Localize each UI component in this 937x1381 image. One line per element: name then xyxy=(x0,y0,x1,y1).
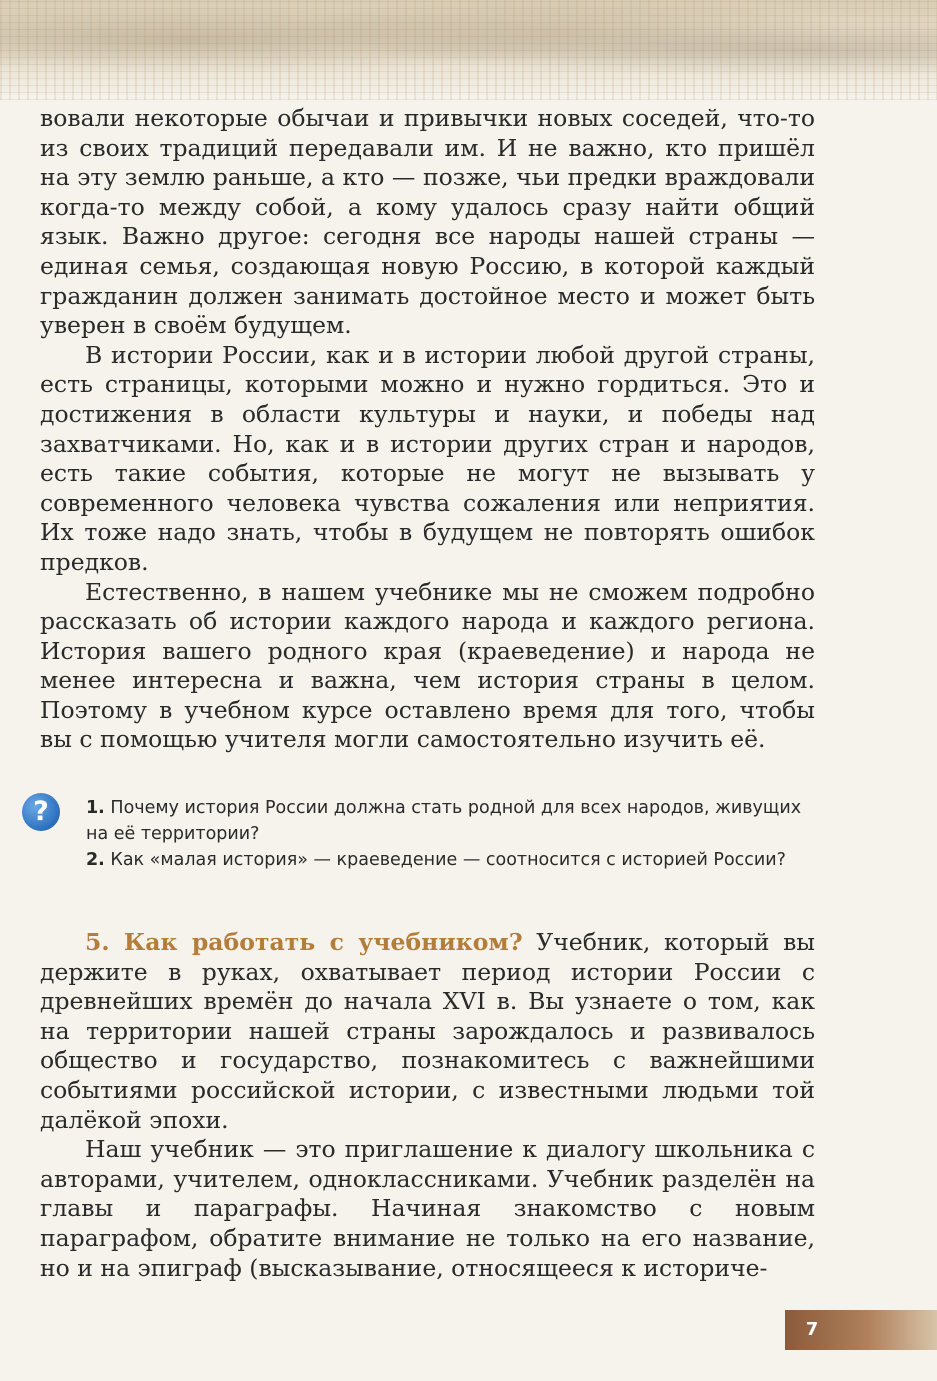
section-paragraph-2: Наш учебник — это приглашение к диалогу школьника с авторами, учителем, одноклассниками. Учебник разделён на главы и параграфы. Начиная знакомство с новым параграфом, обратите внимание не только на его название, но и на эпиграф (высказывание, относящееся к историче- xyxy=(40,1135,815,1282)
question-icon: ? xyxy=(22,793,60,831)
question-item xyxy=(86,847,826,873)
paragraph-3: Естественно, в нашем учебнике мы не сможем подробно рассказать об истории каждого народа и каждого региона. История вашего родного края (краеведение) и народа не менее интересна и важна, чем история страны в целом. Поэтому в учебном курсе оставлено время для того, чтобы вы с помощью учителя могли самостоятельно изучить её. xyxy=(40,577,815,754)
main-text-bottom xyxy=(40,928,815,1283)
question-text: Как «малая история» — краеведение — соотносится с историей России? xyxy=(110,850,786,870)
question-item xyxy=(86,795,826,847)
questions-list xyxy=(86,795,826,873)
section-heading: 5. Как работать с учебником? xyxy=(85,928,523,956)
question-number: 2. xyxy=(86,850,105,870)
section-paragraph-1-text: Учебник, который вы держите в руках, охватывает период истории России с древнейших времён до начала XVI в. Вы узнаете о том, как на территории нашей страны зарождалось и развивалось общество и государство, познакомитесь с важнейшими событиями российской истории, с известными людьми той далёкой эпохи. xyxy=(40,928,815,1134)
questions-block xyxy=(22,793,822,903)
page-number: 7 xyxy=(805,1319,819,1340)
decorative-header-band xyxy=(0,0,937,100)
section-paragraph-1 xyxy=(40,928,815,1135)
main-text-top xyxy=(40,104,815,755)
paragraph-1: вовали некоторые обычаи и привычки новых соседей, что-то из своих традиций передавали им. И не важно, кто пришёл на эту землю раньше, а кто — позже, чьи предки враждовали когда-то между собой, а кому удалось сразу найти общий язык. Важно другое: сегодня все народы нашей страны — единая семья, создающая новую Россию, в которой каждый гражданин должен занимать достойное место и может быть уверен в своём будущем. xyxy=(40,104,815,340)
question-text: Почему история России должна стать родной для всех народов, живущих на её территории? xyxy=(86,798,802,844)
paragraph-2: В истории России, как и в истории любой другой страны, есть страницы, которыми можно и нужно гордиться. Это и достижения в области культуры и науки, и победы над захватчиками. Но, как и в истории других стран и народов, есть такие события, которые не могут не вызывать у современного человека чувства сожаления или неприятия. Их тоже надо знать, чтобы в будущем не повторять ошибок предков. xyxy=(40,340,815,576)
question-number: 1. xyxy=(86,798,105,818)
